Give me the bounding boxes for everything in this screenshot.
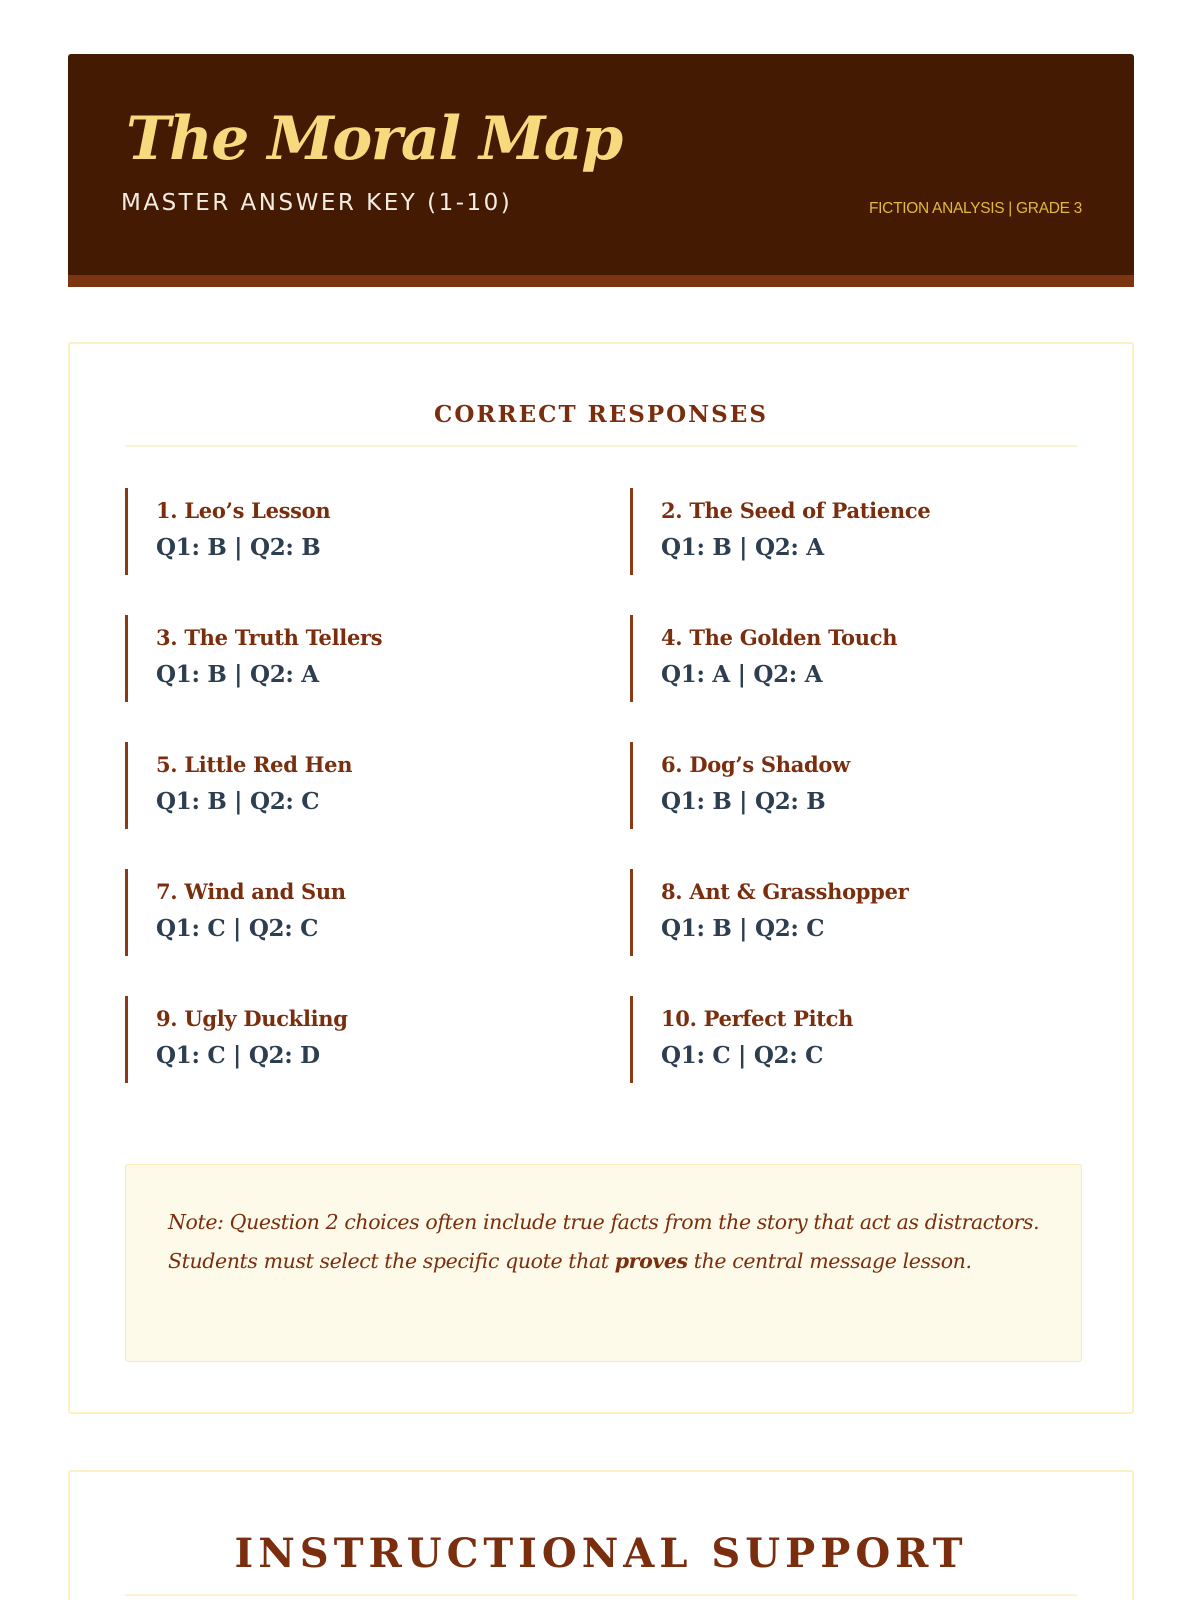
answer-grid [125, 488, 1135, 1123]
answer-key: Q1: B | Q2: A [156, 661, 319, 688]
story-title: 5. Little Red Hen [156, 752, 353, 777]
story-title: 3. The Truth Tellers [156, 625, 383, 650]
story-title: 2. The Seed of Patience [661, 498, 931, 523]
answer-item [630, 996, 1135, 1083]
page-subtitle: MASTER ANSWER KEY (1-10) [121, 190, 513, 216]
answer-key: Q1: C | Q2: C [156, 915, 319, 942]
correct-responses-heading: CORRECT RESPONSES [434, 401, 768, 428]
answer-key: Q1: B | Q2: C [661, 915, 825, 942]
teacher-note [125, 1164, 1082, 1362]
heading-divider [125, 1594, 1077, 1596]
answer-item [125, 615, 630, 702]
note-emphasis: proves [614, 1248, 688, 1273]
correct-responses-card [68, 342, 1134, 1414]
heading-divider [125, 445, 1077, 447]
story-title: 1. Leo’s Lesson [156, 498, 331, 523]
story-title: 8. Ant & Grasshopper [661, 879, 909, 904]
answer-item [630, 742, 1135, 829]
answer-key: Q1: A | Q2: A [661, 661, 823, 688]
note-text-end: the central message lesson. [687, 1248, 972, 1273]
story-title: 4. The Golden Touch [661, 625, 898, 650]
story-title: 10. Perfect Pitch [661, 1006, 854, 1031]
answer-item [630, 615, 1135, 702]
answer-item [125, 996, 630, 1083]
answer-key: Q1: B | Q2: A [661, 534, 824, 561]
instructional-support-heading: INSTRUCTIONAL SUPPORT [234, 1530, 968, 1577]
instructional-support-card [68, 1470, 1134, 1600]
story-title: 7. Wind and Sun [156, 879, 346, 904]
story-title: 9. Ugly Duckling [156, 1006, 348, 1031]
answer-key: Q1: B | Q2: C [156, 788, 320, 815]
answer-key: Q1: B | Q2: B [661, 788, 826, 815]
answer-key: Q1: B | Q2: B [156, 534, 321, 561]
answer-item [125, 742, 630, 829]
answer-item [125, 488, 630, 575]
answer-key: Q1: C | Q2: C [661, 1042, 824, 1069]
answer-item [630, 869, 1135, 956]
answer-item [630, 488, 1135, 575]
story-title: 6. Dog’s Shadow [661, 752, 850, 777]
header-banner [68, 54, 1134, 287]
page-title: The Moral Map [126, 104, 622, 174]
grade-tag: FICTION ANALYSIS | GRADE 3 [869, 200, 1082, 217]
answer-item [125, 869, 630, 956]
answer-key: Q1: C | Q2: D [156, 1042, 320, 1069]
note-text: Note: Question 2 choices often include true facts from the story that act as distractors. Students must select the specific quote that [168, 1210, 1040, 1273]
